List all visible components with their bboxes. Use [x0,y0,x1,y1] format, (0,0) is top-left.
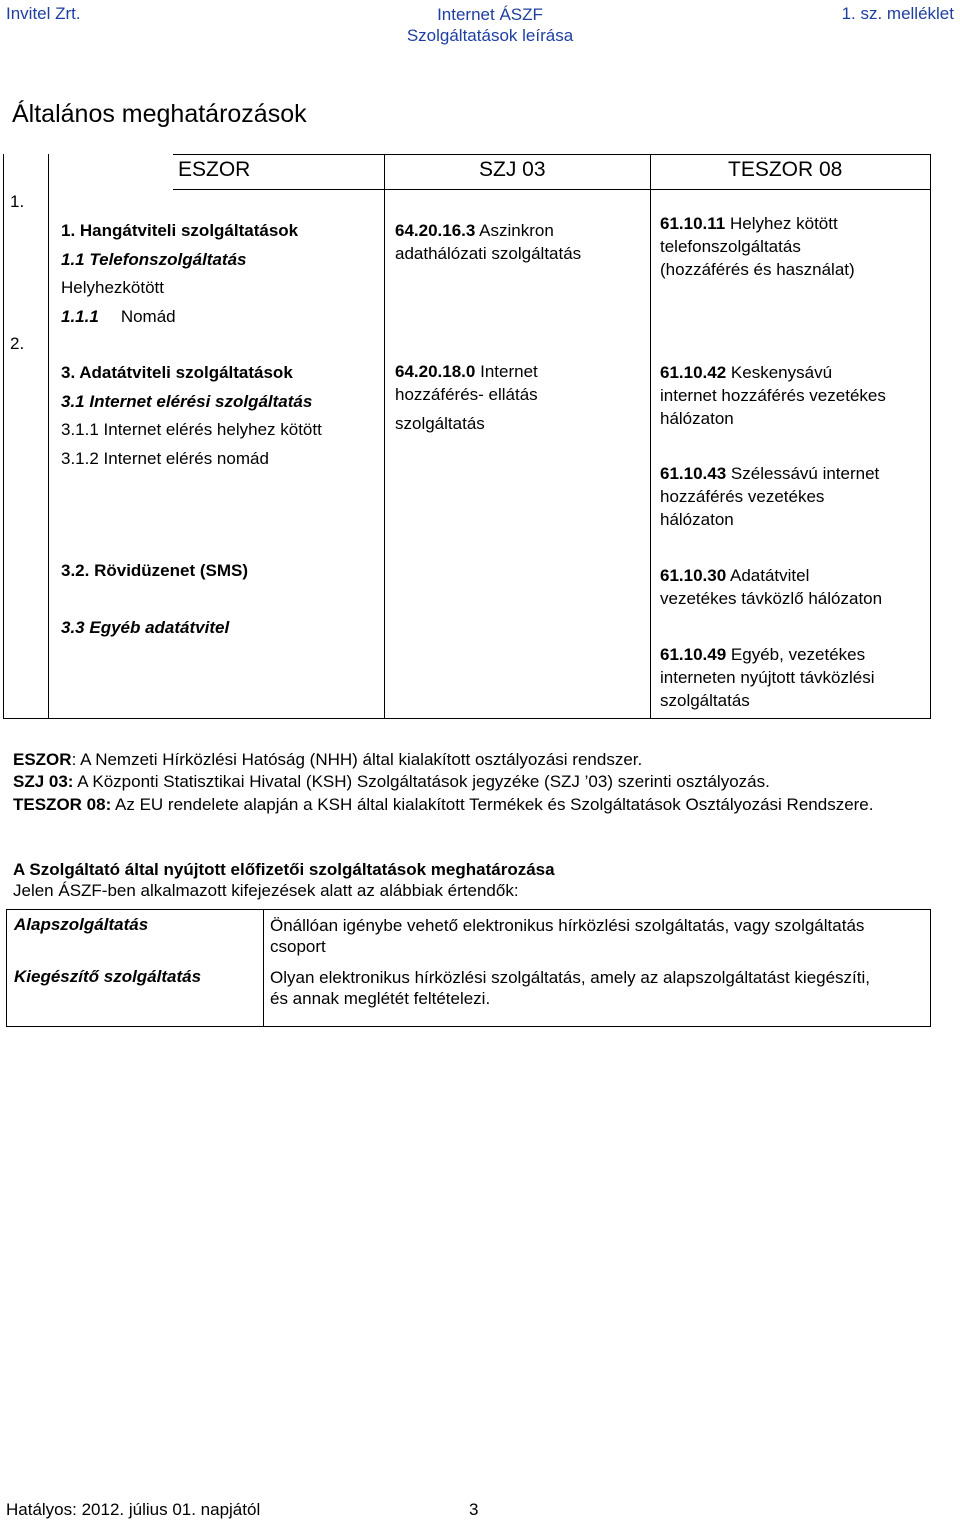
note-term: TESZOR 08: [13,795,112,814]
eszor-item: 3.3 Egyéb adatátvitel [61,618,230,637]
eszor-item-label: Nomád [120,306,176,326]
note-term: ESZOR [13,750,72,769]
header-doc-title-line: Internet ÁSZF [437,5,543,24]
note-eszor [13,749,931,770]
table-col-divider [384,154,385,718]
eszor-other-block [61,559,248,639]
teszor-item [660,462,879,531]
table-col-divider [48,154,49,718]
teszor-item [660,212,855,281]
teszor-label: Egyéb, vezetékes [730,645,866,664]
note-text: : A Nemzeti Hírközlési Hatóság (NHH) által kialakított osztályozási rendszer. [71,750,643,769]
teszor-label: hálózaton [660,409,734,428]
col-header-szj: SZJ 03 [479,158,546,181]
eszor-item: 1. Hangátviteli szolgáltatások [61,221,299,240]
eszor-item: 1.1 Telefonszolgáltatás [61,249,247,269]
szj-code: 64.20.18.0 [395,362,476,381]
page-title: Általános meghatározások [12,100,307,128]
eszor-item-code: 1.1.1 [61,306,99,326]
definitions-col-divider [263,910,264,1026]
teszor-item [660,361,886,430]
teszor-label: Szélessávú internet [730,464,880,483]
header-doc-subtitle: Szolgáltatások leírása [406,26,574,45]
szj-label: adathálózati szolgáltatás [395,244,582,263]
teszor-label: Adatátvitel [729,566,810,585]
teszor-label: vezetékes távközlő hálózaton [660,589,883,608]
teszor-code: 61.10.49 [660,645,727,664]
teszor-code: 61.10.43 [660,464,727,483]
note-term: SZJ 03: [13,772,74,791]
teszor-label: interneten nyújtott távközlési [660,668,875,687]
teszor-label: (hozzáférés és használat) [660,260,855,279]
szj-item-1 [395,219,581,265]
szj-label: hozzáférés- ellátás [395,385,538,404]
eszor-item: Helyhezkötött [61,278,164,297]
eszor-item: 3.1.1 Internet elérés helyhez kötött [61,420,322,439]
note-szj [13,771,931,792]
eszor-item: 3.2. Rövidüzenet (SMS) [61,561,249,580]
teszor-label: Keskenysávú [730,363,833,382]
teszor-item [660,564,882,610]
note-text: Az EU rendelete alapján a KSH által kialakított Termékek és Szolgáltatások Osztályozási Rendszere. [111,795,874,814]
eszor-item-row [61,303,298,332]
teszor-code: 61.10.30 [660,566,727,585]
teszor-code: 61.10.11 [660,214,726,233]
teszor-label: hálózaton [660,510,734,529]
eszor-item: 3.1.2 Internet elérés nomád [61,448,269,468]
classification-table [3,154,931,719]
eszor-data-block [61,359,322,473]
note-text: A Központi Statisztikai Hivatal (KSH) Szolgáltatások jegyzéke (SZJ ’03) szerinti osztályozás. [73,772,770,791]
teszor-label: szolgáltatás [660,691,750,710]
szj-label: szolgáltatás [395,414,485,433]
szj-label: Internet [480,362,538,381]
page-number: 3 [469,1500,479,1519]
eszor-item: 3. Adatátviteli szolgáltatások [61,363,293,382]
section-title: A Szolgáltató által nyújtott előfizetői szolgáltatások meghatározása [13,860,555,879]
szj-code: 64.20.16.3 [395,221,476,240]
header-company: Invitel Zrt. [6,4,81,23]
footer-effective-date: Hatályos: 2012. július 01. napjától [6,1500,261,1519]
table-col-divider [650,154,651,718]
col-header-teszor: TESZOR 08 [728,158,843,181]
footer [6,1500,479,1520]
row-number: 2. [10,334,25,353]
header-annex: 1. sz. melléklet [841,4,954,23]
szj-label: Aszinkron [479,221,554,240]
teszor-item [660,643,875,712]
eszor-voice-block [61,217,298,331]
note-teszor [13,794,931,815]
definition-desc: Olyan elektronikus hírközlési szolgáltatás, amely az alapszolgáltatást kiegészíti, és annak meglétét feltételezi. [270,968,871,1008]
teszor-code: 61.10.42 [660,363,727,382]
eszor-item: 3.1 Internet elérési szolgáltatás [61,391,313,411]
col-header-eszor: ESZOR [178,158,251,181]
szj-item-2 [395,360,538,435]
teszor-label: telefonszolgáltatás [660,237,801,256]
definition-term: Kiegészítő szolgáltatás [14,967,202,986]
table-header-divider [173,189,930,190]
table-top-border [173,154,930,155]
teszor-label: internet hozzáférés vezetékes [660,386,886,405]
definition-term: Alapszolgáltatás [14,915,149,934]
definition-desc: Önállóan igénybe vehető elektronikus hírközlési szolgáltatás, vagy szolgáltatás csoport [270,916,865,956]
teszor-label: hozzáférés vezetékes [660,487,825,506]
header-doc-title [380,4,600,46]
definitions-table [6,909,931,1027]
teszor-label: Helyhez kötött [729,214,838,233]
section-subtitle: Jelen ÁSZF-ben alkalmazott kifejezések alatt az alábbiak értendők: [13,881,519,900]
row-number: 1. [10,192,25,211]
